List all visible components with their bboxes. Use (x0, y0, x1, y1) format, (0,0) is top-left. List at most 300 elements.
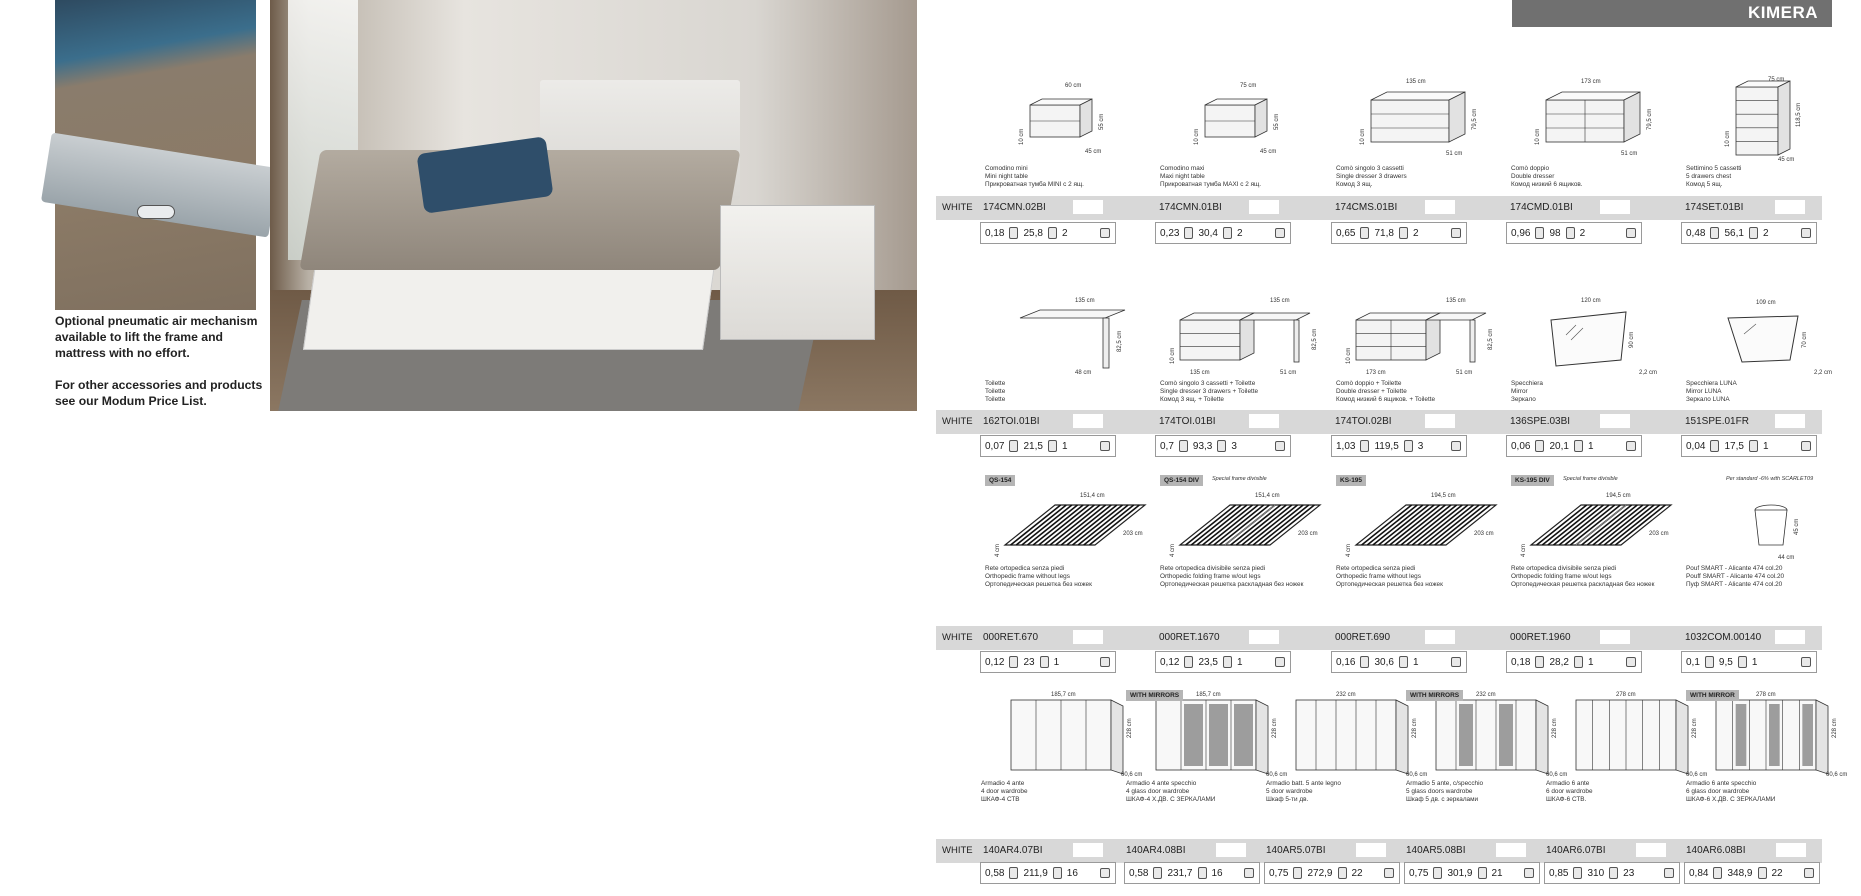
drawing-area (1686, 290, 1856, 378)
volume-value: 0,96 (1511, 227, 1531, 239)
product-cell (985, 475, 1155, 630)
dimension-label: 118,5 cm (1796, 102, 1802, 127)
package-count: 23 (1623, 867, 1635, 879)
product-drawing (985, 290, 1155, 378)
description-line: ШКАФ-4 Х.ДВ. С ЗЕРКАЛАМИ (1126, 796, 1216, 803)
weight-icon (1338, 867, 1347, 879)
product-drawing (1160, 290, 1330, 378)
caption-mechanism: Optional pneumatic air mechanism available to lift the frame and mattress with no effort. (55, 314, 258, 360)
weight-icon (1566, 227, 1575, 239)
description-line: Settimino 5 cassetti (1686, 165, 1742, 172)
description-line: Maxi night table (1160, 173, 1205, 180)
dimension-label: 90 cm (1629, 331, 1635, 348)
dimension-label: 82,5 cm (1312, 328, 1318, 350)
description-line: 5 glass doors wardrobe (1406, 788, 1473, 795)
package-count: 3 (1417, 440, 1424, 452)
product-code: 140AR5.08BI (1406, 845, 1466, 856)
product-cell (1686, 690, 1856, 845)
description-line: Ортопедическая решетка без ножек (1336, 581, 1443, 588)
product-stats (980, 222, 1116, 244)
product-stats (1506, 651, 1642, 673)
dimension-label: 45 cm (1085, 149, 1102, 155)
price-box (1425, 630, 1455, 644)
dimension-label: 51 cm (1280, 370, 1297, 376)
drawing-area (1160, 475, 1330, 563)
dimension-label: 135 cm (1075, 298, 1095, 304)
volume-value: 0,18 (985, 227, 1005, 239)
volume-value: 1,03 (1336, 440, 1356, 452)
product-stats (1331, 222, 1467, 244)
description-line: Rete ortopedica senza piedi (1336, 565, 1416, 572)
weight-value: 25,8 (1023, 227, 1043, 239)
description-line: Single dresser 3 drawers (1336, 173, 1407, 180)
volume-icon (1184, 656, 1193, 668)
price-box (1425, 200, 1455, 214)
dimension-label: 173 cm (1581, 79, 1601, 85)
description-line: Orthopedic frame without legs (1336, 573, 1421, 580)
description-line: Armadio 4 ante specchio (1126, 780, 1197, 787)
product-drawing (1511, 475, 1681, 563)
weight-value: 71,8 (1374, 227, 1394, 239)
price-box (1600, 414, 1630, 428)
volume-icon (1293, 867, 1302, 879)
package-count: 1 (1751, 656, 1758, 668)
product-stats (980, 435, 1116, 457)
product-stats (980, 862, 1116, 884)
weight-value: 272,9 (1307, 867, 1333, 879)
size-tag: WITH MIRRORS (1126, 690, 1183, 701)
size-tag: QS-154 (985, 475, 1015, 486)
volume-icon (1713, 867, 1722, 879)
weight-value: 23,5 (1198, 656, 1218, 668)
weight-icon (1749, 227, 1758, 239)
dimension-label: 228 cm (1272, 718, 1278, 738)
bed-frame-detail (41, 132, 279, 237)
description-line: Specchiera LUNA (1686, 380, 1737, 387)
volume-value: 0,75 (1409, 867, 1429, 879)
product-stats (1544, 862, 1680, 884)
volume-icon (1009, 867, 1018, 879)
weight-value: 23 (1023, 656, 1035, 668)
dimension-label: 60,6 cm (1546, 772, 1568, 778)
dimension-label: 70 cm (1802, 331, 1808, 348)
dimension-label: 45 cm (1778, 157, 1795, 163)
dimension-label: 10 cm (1170, 347, 1176, 364)
dimension-label: 203 cm (1474, 531, 1494, 537)
package-count: 16 (1211, 867, 1223, 879)
pouf-shape (1755, 505, 1787, 545)
product-drawing (1686, 75, 1856, 163)
price-box (1073, 414, 1103, 428)
description-line: Specchiera (1511, 380, 1543, 387)
dimension-label: 2,2 cm (1639, 370, 1658, 376)
package-icon (1100, 228, 1110, 238)
product-stats (1124, 862, 1260, 884)
description-line: Ортопедическая решетка раскладная без ножек (1511, 581, 1655, 588)
drawing-area (1511, 475, 1681, 563)
weight-icon (1040, 656, 1049, 668)
product-code: 000RET.1960 (1510, 632, 1571, 643)
weight-icon (1478, 867, 1487, 879)
weight-value: 348,9 (1727, 867, 1753, 879)
package-count: 21 (1491, 867, 1503, 879)
weight-icon (1399, 227, 1408, 239)
product-description (1511, 380, 1686, 404)
volume-value: 0,16 (1336, 656, 1356, 668)
price-box (1249, 630, 1279, 644)
drawing-area (1160, 75, 1330, 163)
weight-icon (1574, 440, 1583, 452)
description-line: Orthopedic folding frame w/out legs (1160, 573, 1261, 580)
volume-value: 0,7 (1160, 440, 1174, 452)
weight-value: 119,5 (1374, 440, 1399, 452)
dimension-label: 151,4 cm (1255, 493, 1280, 499)
product-stats (1404, 862, 1540, 884)
volume-icon (1360, 227, 1369, 239)
dimension-label: 228 cm (1832, 718, 1838, 738)
description-line: 5 door wardrobe (1266, 788, 1313, 795)
product-code: 140AR6.08BI (1686, 845, 1746, 856)
description-line: Комод 3 ящ. + Toilette (1160, 396, 1224, 403)
product-stats (1155, 435, 1291, 457)
size-tag: KS-195 DIV (1511, 475, 1554, 486)
volume-value: 0,18 (1511, 656, 1531, 668)
package-count: 2 (1412, 227, 1419, 239)
product-stats (980, 651, 1116, 673)
package-icon (1524, 868, 1534, 878)
package-icon (1384, 868, 1394, 878)
product-drawing (1686, 475, 1856, 563)
description-line: Comò doppio (1511, 165, 1550, 172)
volume-value: 0,85 (1549, 867, 1569, 879)
dimension-label: 135 cm (1190, 370, 1210, 376)
price-box (1356, 843, 1386, 857)
package-count: 22 (1771, 867, 1783, 879)
product-stats (1155, 222, 1291, 244)
package-icon (1626, 228, 1636, 238)
description-line: Single dresser 3 drawers + Toilette (1160, 388, 1259, 395)
package-icon (1244, 868, 1254, 878)
volume-value: 0,06 (1511, 440, 1531, 452)
description-line: 6 door wardrobe (1546, 788, 1593, 795)
product-cell (1336, 475, 1506, 630)
product-drawing (985, 75, 1155, 163)
product-cell (1686, 475, 1856, 630)
weight-value: 93,3 (1192, 440, 1213, 452)
description-line: Шкаф 5 дв. с зеркалами (1406, 796, 1479, 803)
price-box (1073, 630, 1103, 644)
description-line: ШКАФ-6 СТВ. (1546, 796, 1587, 803)
price-box (1249, 414, 1279, 428)
product-code: 174CMN.01BI (1159, 202, 1222, 213)
furniture-shape (1205, 99, 1267, 137)
product-description (1336, 565, 1511, 589)
package-icon (1451, 441, 1461, 451)
drawing-area (985, 475, 1155, 563)
price-box (1073, 843, 1103, 857)
weight-value: 301,9 (1447, 867, 1473, 879)
package-icon (1626, 441, 1636, 451)
product-drawing (1511, 290, 1681, 378)
weight-icon (1758, 867, 1767, 879)
package-icon (1100, 441, 1110, 451)
description-line: Pouff SMART - Alicante 474 col.20 (1686, 573, 1785, 580)
product-drawing (1336, 475, 1506, 563)
dimension-label: 120 cm (1581, 298, 1601, 304)
dimension-label: 60,6 cm (1406, 772, 1428, 778)
dimension-label: 75 cm (1768, 77, 1785, 83)
drawing-area (1686, 475, 1856, 563)
price-box (1073, 200, 1103, 214)
price-box (1600, 630, 1630, 644)
description-line: Mirror (1511, 388, 1528, 395)
description-line: 4 glass door wardrobe (1126, 788, 1190, 795)
dimension-label: 60,6 cm (1121, 772, 1143, 778)
volume-value: 0,65 (1336, 227, 1356, 239)
dimension-label: 4 cm (1346, 543, 1352, 557)
slat-frame-shape (1180, 505, 1320, 545)
description-line: Comò singolo 3 cassetti (1336, 165, 1404, 172)
product-stats (1684, 862, 1820, 884)
caption (55, 313, 270, 425)
dimension-label: 135 cm (1270, 298, 1290, 304)
product-code: 000RET.670 (983, 632, 1039, 643)
volume-icon (1535, 227, 1544, 239)
mirror-shape (1728, 316, 1798, 362)
product-code: 162TOI.01BI (983, 416, 1040, 427)
caption-accessories: For other accessories and products see our Modum Price List. (55, 378, 263, 408)
weight-icon (1749, 440, 1758, 452)
weight-icon (1048, 227, 1057, 239)
product-description (1160, 565, 1335, 589)
package-icon (1801, 228, 1811, 238)
price-box (1775, 630, 1805, 644)
description-line: Toilette (985, 396, 1006, 403)
volume-icon (1705, 656, 1714, 668)
weight-icon (1404, 440, 1413, 452)
description-line: ШКАФ-6 Х.ДВ. С ЗЕРКАЛАМИ (1686, 796, 1776, 803)
description-line: Armadio 6 ante (1546, 780, 1590, 787)
product-code: 140AR5.07BI (1266, 845, 1326, 856)
package-count: 1 (1236, 656, 1243, 668)
description-line: Orthopedic frame without legs (985, 573, 1070, 580)
package-count: 16 (1066, 867, 1078, 879)
size-note: Special frame divisible (1563, 476, 1618, 482)
product-code: 1032COM.00140 (1685, 632, 1762, 643)
description-line: Зеркало (1511, 396, 1536, 403)
package-icon (1100, 657, 1110, 667)
product-stats (1331, 435, 1467, 457)
description-line: Пуф SMART - Alicante 474 col.20 (1686, 581, 1783, 588)
description-line: Rete ortopedica senza piedi (985, 565, 1065, 572)
weight-icon (1048, 440, 1057, 452)
product-description (1160, 165, 1335, 189)
weight-value: 98 (1549, 227, 1561, 239)
product-description (1336, 380, 1511, 404)
weight-value: 310 (1587, 867, 1605, 879)
wardrobe-shape (1011, 700, 1123, 774)
weight-icon (1609, 867, 1618, 879)
weight-value: 17,5 (1724, 440, 1744, 452)
product-stats (1681, 435, 1817, 457)
volume-value: 0,12 (985, 656, 1005, 668)
finish-label: WHITE (942, 416, 973, 427)
product-code: 174CMS.01BI (1335, 202, 1398, 213)
drawing-area (1336, 475, 1506, 563)
package-count: 1 (1061, 440, 1068, 452)
finish-label: WHITE (942, 632, 973, 643)
dimension-label: 4 cm (995, 543, 1001, 557)
description-line: Armadio 5 ante, c/specchio (1406, 780, 1484, 787)
product-drawing (1160, 75, 1330, 163)
drawing-area (985, 290, 1155, 378)
dimension-label: 55 cm (1274, 113, 1280, 130)
description-line: Armadio batt. 5 ante legno (1266, 780, 1341, 787)
package-count: 1 (1587, 440, 1594, 452)
weight-value: 21,5 (1023, 440, 1043, 452)
dimension-label: 10 cm (1019, 128, 1025, 145)
volume-value: 0,84 (1689, 867, 1709, 879)
dimension-label: 203 cm (1123, 531, 1143, 537)
dimension-label: 10 cm (1535, 128, 1541, 145)
product-code: 174TOI.02BI (1335, 416, 1392, 427)
furniture-shape (1736, 81, 1790, 155)
package-icon (1801, 657, 1811, 667)
package-count: 1 (1762, 440, 1769, 452)
product-code: 136SPE.03BI (1510, 416, 1571, 427)
product-stats (1155, 651, 1291, 673)
package-count: 2 (1579, 227, 1586, 239)
volume-icon (1009, 227, 1018, 239)
volume-icon (1535, 440, 1544, 452)
drawing-area (1160, 290, 1330, 378)
size-note: Per standard -6% with SCARLET09 (1726, 476, 1814, 482)
brand-label: KIMERA (1512, 0, 1832, 27)
dimension-label: 60,6 cm (1826, 772, 1848, 778)
description-line: Шкаф 5-ти дв. (1266, 796, 1309, 803)
dimension-label: 51 cm (1621, 151, 1638, 157)
product-description (1511, 565, 1686, 589)
dimension-label: 60,6 cm (1686, 772, 1708, 778)
wardrobe-shape (1296, 700, 1408, 774)
price-box (1636, 843, 1666, 857)
product-stats (1506, 222, 1642, 244)
dimension-label: 79,5 cm (1647, 108, 1653, 130)
description-line: Rete ortopedica divisibile senza piedi (1511, 565, 1617, 572)
slat-frame-shape (1356, 505, 1496, 545)
package-icon (1275, 441, 1285, 451)
volume-value: 0,23 (1160, 227, 1180, 239)
price-box (1216, 843, 1246, 857)
product-code: 174CMN.02BI (983, 202, 1046, 213)
product-cell (1160, 475, 1330, 630)
weight-icon (1399, 656, 1408, 668)
nightstand (720, 205, 875, 340)
volume-icon (1184, 227, 1193, 239)
product-code: 151SPE.01FR (1685, 416, 1749, 427)
drawing-area (1336, 75, 1506, 163)
volume-icon (1360, 656, 1369, 668)
dimension-label: 194,5 cm (1431, 493, 1456, 499)
description-line: Комод низкий 6 ящиков. (1511, 181, 1583, 188)
drawing-area (1511, 75, 1681, 163)
size-tag: KS-195 (1336, 475, 1366, 486)
dimension-label: 228 cm (1552, 718, 1558, 738)
product-description (1686, 380, 1861, 404)
description-line: Toilette (985, 388, 1006, 395)
product-stats (1681, 222, 1817, 244)
dimension-label: 185,7 cm (1051, 692, 1076, 698)
furniture-shape (1371, 92, 1465, 142)
product-code: 140AR4.07BI (983, 845, 1043, 856)
volume-icon (1009, 440, 1018, 452)
dimension-label: 10 cm (1360, 128, 1366, 145)
weight-value: 231,7 (1167, 867, 1193, 879)
product-description (985, 565, 1160, 589)
dimension-label: 60,6 cm (1266, 772, 1288, 778)
volume-value: 0,75 (1269, 867, 1289, 879)
dimension-label: 109 cm (1756, 300, 1776, 306)
dimension-label: 173 cm (1366, 370, 1386, 376)
product-stats (1331, 651, 1467, 673)
wardrobe-shape (1576, 700, 1688, 774)
dimension-label: 228 cm (1412, 718, 1418, 738)
size-tag: QS-154 DIV (1160, 475, 1203, 486)
drawing-area (985, 75, 1155, 163)
dimension-label: 135 cm (1406, 79, 1426, 85)
furniture-shape (1546, 92, 1640, 142)
product-description (1686, 165, 1861, 189)
package-icon (1804, 868, 1814, 878)
description-line: Comò doppio + Toilette (1336, 380, 1402, 387)
dimension-label: 51 cm (1456, 370, 1473, 376)
price-box (1425, 414, 1455, 428)
product-drawing (1511, 75, 1681, 163)
description-line: Зеркало LUNA (1686, 396, 1730, 403)
weight-value: 30,4 (1198, 227, 1218, 239)
wardrobe-shape (1716, 700, 1828, 774)
dimension-label: 135 cm (1446, 298, 1466, 304)
brand-badge (137, 205, 175, 219)
volume-value: 0,58 (1129, 867, 1149, 879)
description-line: Комод низкий 6 ящиков. + Toilette (1336, 396, 1436, 403)
dimension-label: 232 cm (1336, 692, 1356, 698)
volume-icon (1573, 867, 1582, 879)
product-description (1686, 780, 1861, 804)
product-code: 174CMD.01BI (1510, 202, 1573, 213)
package-icon (1801, 441, 1811, 451)
description-line: Comodino mini (985, 165, 1028, 172)
description-line: 5 drawers chest (1686, 173, 1732, 180)
description-line: Toilette (985, 380, 1006, 387)
furniture-shape (1030, 99, 1092, 137)
product-drawing (1686, 690, 1856, 778)
package-icon (1275, 657, 1285, 667)
wardrobe-shape (1436, 700, 1548, 774)
package-icon (1626, 657, 1636, 667)
description-line: Double dresser + Toilette (1336, 388, 1407, 395)
package-count: 2 (1061, 227, 1068, 239)
price-box (1249, 200, 1279, 214)
detail-photo (55, 0, 256, 310)
product-code: 000RET.1670 (1159, 632, 1220, 643)
product-drawing (1336, 290, 1506, 378)
description-line: Ортопедическая решетка раскладная без ножек (1160, 581, 1304, 588)
weight-icon (1223, 656, 1232, 668)
dimension-label: 232 cm (1476, 692, 1496, 698)
product-code: 174SET.01BI (1685, 202, 1744, 213)
weight-value: 9,5 (1718, 656, 1733, 668)
